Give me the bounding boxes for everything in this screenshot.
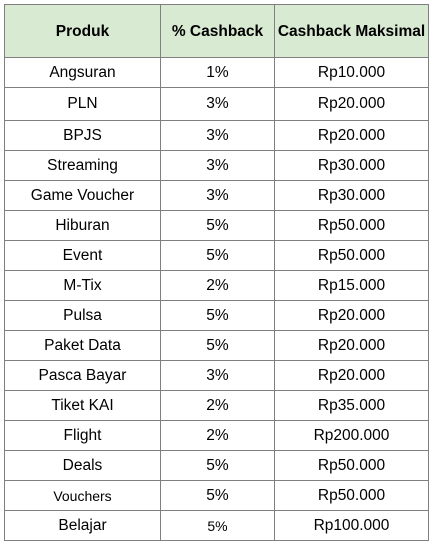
header-row (5, 5, 429, 58)
table-row (5, 121, 429, 151)
cell-cashback: 3% (161, 181, 275, 211)
cell-product: M-Tix (5, 271, 161, 301)
cell-product: Deals (5, 451, 161, 481)
cell-cashback: 1% (161, 58, 275, 88)
cell-max: Rp35.000 (275, 391, 429, 421)
table-row (5, 271, 429, 301)
cell-product: Tiket KAI (5, 391, 161, 421)
cell-product: Pasca Bayar (5, 361, 161, 391)
cell-product: Streaming (5, 151, 161, 181)
table-row (5, 361, 429, 391)
table-row (5, 88, 429, 121)
cell-cashback: 3% (161, 151, 275, 181)
cell-cashback: 5% (161, 211, 275, 241)
header-produk: Produk (5, 5, 161, 58)
header-cashback-percent: % Cashback (161, 5, 275, 58)
cell-product: BPJS (5, 121, 161, 151)
cell-max: Rp20.000 (275, 361, 429, 391)
cell-product: Event (5, 241, 161, 271)
table-row (5, 451, 429, 481)
cell-cashback: 5% (161, 301, 275, 331)
table-row (5, 481, 429, 511)
table-body (5, 58, 429, 541)
cell-max: Rp20.000 (275, 121, 429, 151)
cell-max: Rp50.000 (275, 211, 429, 241)
cell-product: Flight (5, 421, 161, 451)
table-row (5, 151, 429, 181)
table-row (5, 301, 429, 331)
cell-cashback: 2% (161, 391, 275, 421)
table-row (5, 391, 429, 421)
cell-max: Rp30.000 (275, 181, 429, 211)
cell-cashback: 3% (161, 121, 275, 151)
cell-max: Rp10.000 (275, 58, 429, 88)
cell-cashback: 5% (161, 511, 275, 541)
cell-max: Rp20.000 (275, 301, 429, 331)
cell-product: Paket Data (5, 331, 161, 361)
table-row (5, 421, 429, 451)
cashback-table (4, 4, 429, 541)
cashback-table-container (4, 4, 428, 541)
cell-cashback: 2% (161, 421, 275, 451)
cell-cashback: 5% (161, 241, 275, 271)
cell-cashback: 3% (161, 361, 275, 391)
cell-cashback: 3% (161, 88, 275, 121)
cell-max: Rp50.000 (275, 451, 429, 481)
cell-product: PLN (5, 88, 161, 121)
cell-max: Rp30.000 (275, 151, 429, 181)
cell-cashback: 5% (161, 481, 275, 511)
cell-max: Rp20.000 (275, 331, 429, 361)
cell-max: Rp50.000 (275, 481, 429, 511)
cell-max: Rp15.000 (275, 271, 429, 301)
table-row (5, 331, 429, 361)
cell-product: Belajar (5, 511, 161, 541)
table-row (5, 511, 429, 541)
cell-cashback: 5% (161, 331, 275, 361)
cell-cashback: 5% (161, 451, 275, 481)
cell-product: Vouchers (5, 481, 161, 511)
table-row (5, 211, 429, 241)
table-header (5, 5, 429, 58)
header-cashback-maksimal: Cashback Maksimal (275, 5, 429, 58)
cell-max: Rp20.000 (275, 88, 429, 121)
cell-max: Rp200.000 (275, 421, 429, 451)
cell-max: Rp50.000 (275, 241, 429, 271)
cell-max: Rp100.000 (275, 511, 429, 541)
table-row (5, 181, 429, 211)
cell-product: Angsuran (5, 58, 161, 88)
cell-product: Pulsa (5, 301, 161, 331)
cell-product: Game Voucher (5, 181, 161, 211)
table-row (5, 58, 429, 88)
cell-cashback: 2% (161, 271, 275, 301)
table-row (5, 241, 429, 271)
cell-product: Hiburan (5, 211, 161, 241)
